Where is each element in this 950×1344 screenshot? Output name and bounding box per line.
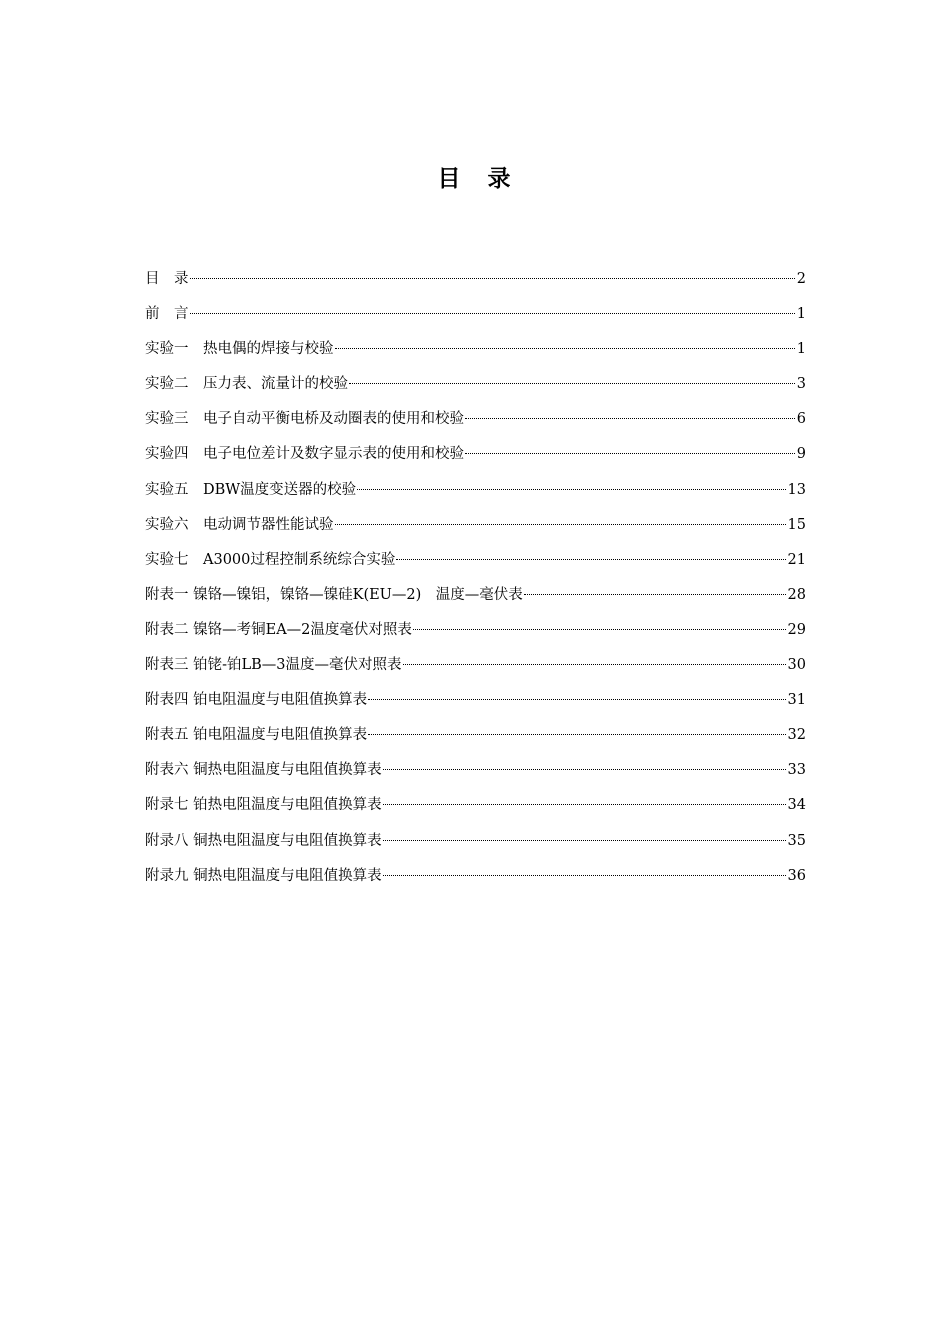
toc-entry-label: 附表二 镍铬—考铜EA—2温度毫伏对照表 [145,621,412,638]
toc-entry-page: 6 [796,411,806,428]
toc-entry[interactable] [145,753,806,788]
toc-entry-label: 实验三 电子自动平衡电桥及动圈表的使用和校验 [145,411,464,428]
toc-entry-page: 29 [787,621,806,638]
toc-entry-page: 33 [787,762,806,779]
toc-entry-page: 3 [796,376,806,393]
toc-entry[interactable] [145,543,806,578]
toc-entry-label: 实验二 压力表、流量计的校验 [145,376,348,393]
toc-dot-leader [383,875,786,876]
toc-dot-leader [396,559,785,560]
toc-entry-label: 实验一 热电偶的焊接与校验 [145,341,334,358]
toc-entry[interactable] [145,297,806,332]
toc-entry-page: 28 [787,586,806,603]
toc-entry-label: 实验五 DBW温度变送器的校验 [145,481,357,498]
toc-entry[interactable] [145,578,806,613]
toc-entry-page: 9 [796,446,806,463]
toc-entry[interactable] [145,788,806,823]
toc-entry[interactable] [145,367,806,402]
toc-entry-label: 附表四 铂电阻温度与电阻值换算表 [145,692,368,709]
toc-dot-leader [190,278,795,279]
toc-entry-label: 目 录 [145,271,189,287]
toc-entry[interactable] [145,402,806,437]
toc-entry[interactable] [145,718,806,753]
toc-entry-page: 2 [796,271,806,287]
toc-entry-label: 附表一 镍铬—镍铝，镍铬—镍硅K(EU—2) 温度—毫伏表 [145,586,523,603]
toc-entry-page: 36 [787,867,806,884]
toc-entry-label: 附表五 铂电阻温度与电阻值换算表 [145,727,368,744]
toc-entry[interactable] [145,648,806,683]
toc-entry[interactable] [145,683,806,718]
toc-entry-label: 附表六 铜热电阻温度与电阻值换算表 [145,762,382,779]
toc-entry[interactable] [145,824,806,859]
toc-entry[interactable] [145,508,806,543]
toc-dot-leader [403,664,786,665]
toc-entry[interactable] [145,613,806,648]
toc-entry-page: 32 [787,727,806,744]
toc-entry-label: 附录九 铜热电阻温度与电阻值换算表 [145,867,382,884]
toc-entry[interactable] [145,332,806,367]
toc-entry[interactable] [145,859,806,894]
toc-entry-page: 31 [787,692,806,709]
toc-dot-leader [383,769,786,770]
toc-entry-label: 实验四 电子电位差计及数字显示表的使用和校验 [145,446,464,463]
toc-dot-leader [465,453,795,454]
toc-dot-leader [383,804,786,805]
toc-dot-leader [524,594,786,595]
toc-entry-page: 34 [787,797,806,814]
toc-entry-label: 附表三 铂铑-铂LB—3温度—毫伏对照表 [145,657,402,674]
toc-entry-page: 1 [796,306,806,323]
toc-entry-page: 1 [796,341,806,358]
toc-dot-leader [190,313,795,314]
toc-dot-leader [465,418,795,419]
table-of-contents [145,262,806,894]
toc-dot-leader [357,489,785,490]
toc-entry-page: 30 [787,657,806,674]
toc-entry-label: 前 言 [145,306,189,323]
toc-entry-page: 21 [787,551,806,568]
toc-entry-page: 15 [787,516,806,533]
toc-entry-label: 附录八 铜热电阻温度与电阻值换算表 [145,832,382,849]
toc-entry[interactable] [145,437,806,472]
toc-dot-leader [368,734,785,735]
toc-entry-label: 附录七 铂热电阻温度与电阻值换算表 [145,797,382,814]
toc-entry[interactable] [145,473,806,508]
toc-entry-label: 实验七 A3000过程控制系统综合实验 [145,551,396,568]
toc-entry-page: 13 [787,481,806,498]
toc-dot-leader [413,629,786,630]
toc-entry-page: 35 [787,832,806,849]
toc-dot-leader [335,348,795,349]
page-title: 目 录 [437,165,513,192]
toc-dot-leader [349,383,795,384]
toc-dot-leader [383,840,786,841]
toc-entry[interactable] [145,262,806,297]
toc-entry-label: 实验六 电动调节器性能试验 [145,516,334,533]
toc-dot-leader [368,699,785,700]
toc-dot-leader [335,524,786,525]
